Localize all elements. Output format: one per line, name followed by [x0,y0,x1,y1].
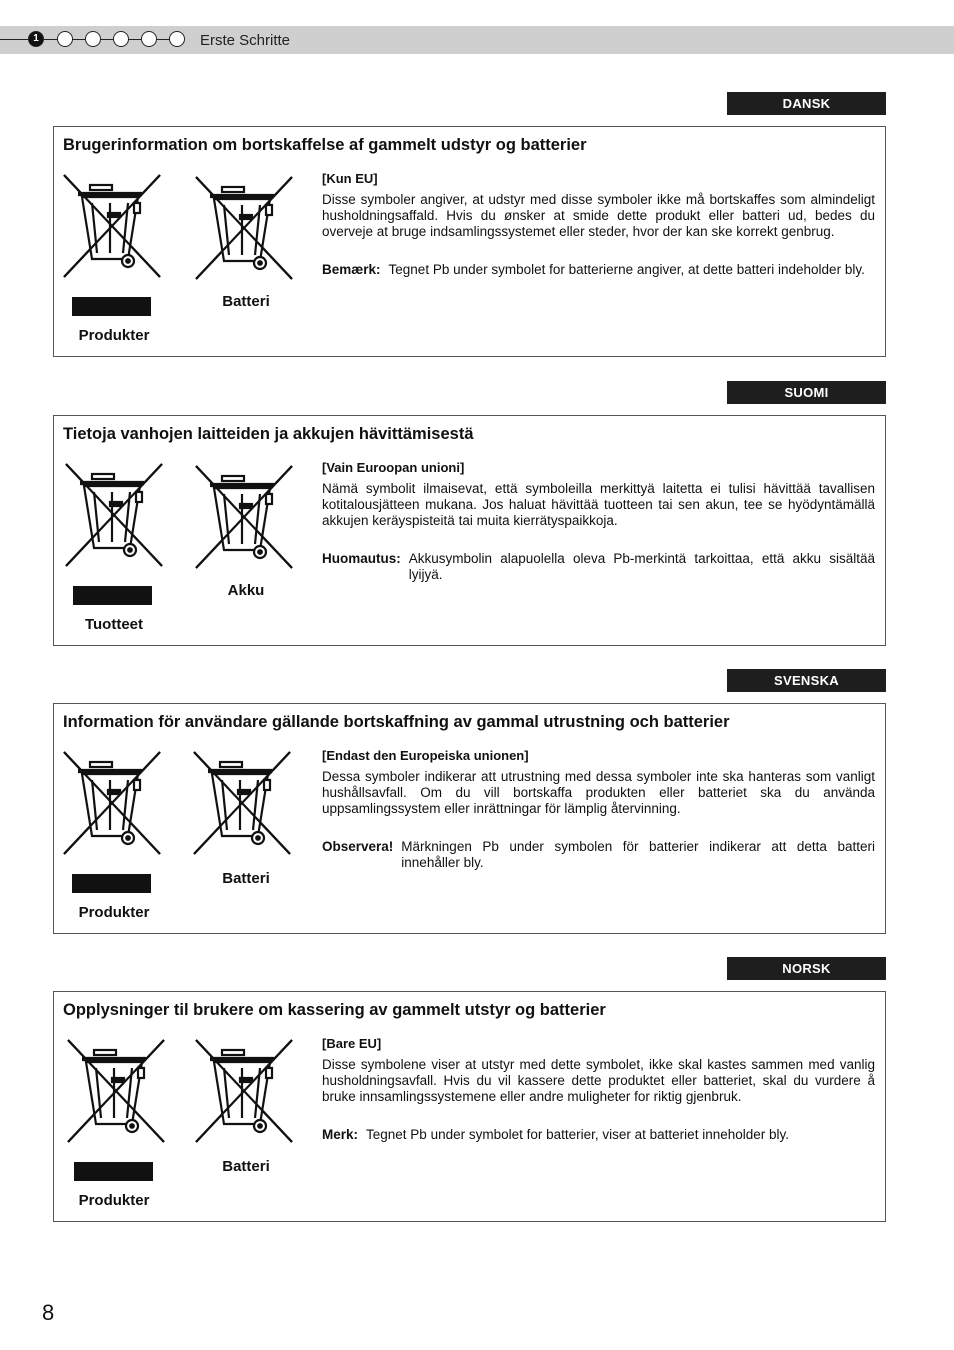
section-dansk [53,126,886,357]
note-label: Observera! [322,839,394,854]
chapter-step-5-icon [141,31,157,47]
section-note [322,551,875,583]
products-black-bar [72,874,151,893]
section-body: Disse symboler angiver, at udstyr med disse symboler ikke må bortskaffes som almindeligt husholdningsaffald. Hvis du ønsker at smide dette produkt eller batteri ud, bedes du overveje at bruge indsamlingssystemet eller steder, hvor der kan ske korrekt genbrug. [322,192,875,239]
note-label: Merk: [322,1127,359,1142]
chapter-step-3-icon [85,31,101,47]
region-heading: [Vain Euroopan unioni] [322,460,465,475]
breadcrumb: Erste Schritte [200,32,291,49]
battery-label: Akku [227,582,265,599]
chapter-step-4-icon [113,31,129,47]
section-note [322,1127,875,1143]
section-note [322,839,875,871]
chapter-step-6-icon [169,31,185,47]
products-black-bar [72,297,151,316]
crossed-bin-products-icon [64,462,164,570]
chapter-step-1-icon [28,31,44,47]
crossed-bin-products-icon [62,750,162,858]
note-text: Tegnet Pb under symbolet for batterierne angiver, at dette batteri indeholder bly. [388,262,865,277]
products-black-bar [73,586,152,605]
products-label: Produkter [78,327,150,344]
note-text: Akkusymbolin alapuolella oleva Pb-merkintä tarkoittaa, että akku sisältää lyijyä. [408,551,875,582]
region-heading: [Endast den Europeiska unionen] [322,748,529,763]
note-text: Märkningen Pb under symbolen för batterier indikerar att detta batteri innehåller bly. [401,839,875,870]
section-title: Information för användare gällande bortskaffning av gammal utrustning och batterier [63,713,730,731]
region-heading: [Kun EU] [322,171,378,186]
section-svenska [53,703,886,934]
language-label-suomi: SUOMI [727,381,886,404]
section-body: Disse symbolene viser at utstyr med dette symbolet, ikke skal kastes sammen med vanlig husholdningsavfall. Hvis du vil kassere dette produktet eller batteriet, skal du vurdere å bruke innsamlingssystemene eller andre muligheter for riktig gjenbruk. [322,1057,875,1104]
crossed-bin-battery-icon [194,1038,294,1146]
section-text [322,748,875,871]
products-label: Tuotteet [84,616,144,633]
section-title: Opplysninger til brukere om kassering av gammelt utstyr og batterier [63,1001,606,1019]
language-label-svenska: SVENSKA [727,669,886,692]
section-body: Dessa symboler indikerar att utrustning med dessa symboler inte ska hanteras som vanligt hushållsavfall. Om du vill bortskaffa produkten eller batteriet ska du använda uppsamlingssystem eller inrättningar för lämplig återvinning. [322,769,875,816]
section-title: Tietoja vanhojen laitteiden ja akkujen hävittämisestä [63,425,474,443]
crossed-bin-products-icon [62,173,162,281]
products-label: Produkter [78,904,150,921]
battery-label: Batteri [222,870,270,887]
language-label-norsk: NORSK [727,957,886,980]
section-title: Brugerinformation om bortskaffelse af gammelt udstyr og batterier [63,136,587,154]
note-label: Huomautus: [322,551,401,566]
language-label-dansk: DANSK [727,92,886,115]
section-text [322,171,875,278]
products-label: Produkter [78,1192,150,1209]
section-text [322,460,875,583]
chapter-step-2-icon [57,31,73,47]
note-label: Bemærk: [322,262,381,277]
battery-label: Batteri [222,293,270,310]
note-text: Tegnet Pb under symbolet for batterier, viser at batteriet inneholder bly. [366,1127,789,1142]
section-note [322,262,875,278]
chapter-number: 1 [33,33,39,44]
section-text [322,1036,875,1143]
section-suomi [53,415,886,646]
crossed-bin-battery-icon [194,175,294,283]
products-black-bar [74,1162,153,1181]
section-body: Nämä symbolit ilmaisevat, että symboleilla merkittyä laitetta ei tulisi hävittää tavallisen kotitalousjätteen mukana. Jos haluat hävittää tuotteen tai sen akun, tee se hyödyntämällä akkujen keräyspisteitä tai muita kierrätyspaikkoja. [322,481,875,528]
battery-label: Batteri [222,1158,270,1175]
section-norsk [53,991,886,1222]
crossed-bin-battery-icon [192,750,292,858]
region-heading: [Bare EU] [322,1036,382,1051]
crossed-bin-battery-icon [194,464,294,572]
crossed-bin-products-icon [66,1038,166,1146]
chapter-header-bar [0,26,954,54]
page-number: 8 [42,1300,55,1325]
